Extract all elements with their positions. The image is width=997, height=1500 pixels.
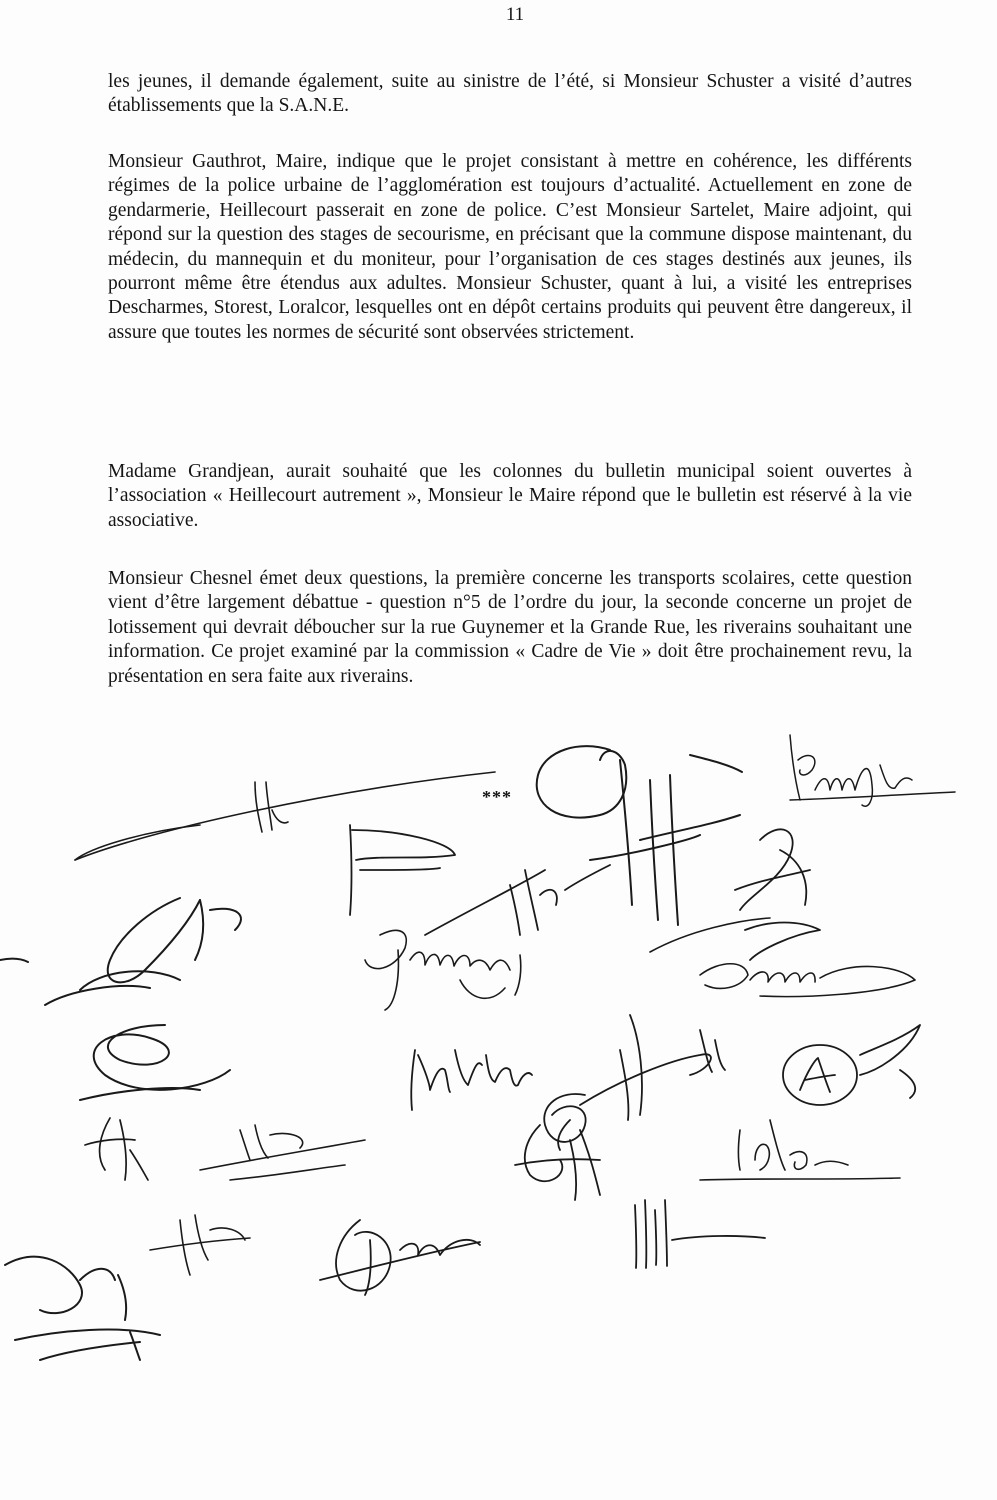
signature [85,1118,148,1180]
signature [350,825,455,915]
signature [735,829,820,960]
paragraph-2: Monsieur Gauthrot, Maire, indique que le projet consistant à mettre en cohérence, les différents régimes de la police urbaine de l’agglomération est toujours d’actualité. Actuellement en zone de gendarmerie, Heillecourt passerait en zone de police. C’est Monsieur Sartelet, Maire adjoint, qui répond sur la question des stages de secourisme, en précisant que la commune dispose maintenant, du médecin, du mannequin et du moniteur, pour l’organisation de ces stages destinés aux jeunes, ils pourront même être étendus aux adultes. Monsieur Schuster, quant à lui, a visité les entreprises Descharmes, Storest, Loralcor, lesquelles ont en dépôt certains produits qui peuvent être dangereux, il assure que toutes les normes de sécurité sont observées strictement. [108,151,912,343]
paragraph-4: Monsieur Chesnel émet deux questions, la première concerne les transports scolaires, cette question vient d’être largement débattue - question n°5 de l’ordre du jour, la seconde concerne un projet de lotissement qui devrait déboucher sur la rue Guynemer et la Grande Rue, les riverains souhaitant une information. Ce projet examiné par la commission « Cadre de Vie » doit être prochainement revu, la présentation en sera faite aux riverains. [108,568,912,687]
signature [0,898,241,1005]
signature [80,1025,230,1100]
signature [320,1220,480,1295]
signature [5,1257,160,1360]
paragraph-3: Madame Grandjean, aurait souhaité que les colonnes du bulletin municipal soient ouvertes à l’association « Heillecourt autrement », Monsieur le Maire répond que le bulletin est réservé à la vie associative. [108,461,912,531]
signature [537,746,742,925]
signature [515,1094,600,1200]
signature [425,865,610,935]
signature [700,1120,900,1180]
separator: *** [482,787,512,807]
paragraph-1: les jeunes, il demande également, suite au sinistre de l’été, si Monsieur Schuster a visité d’autres établissements que la S.A.N.E. [108,71,912,117]
signature [75,772,495,860]
signatures-area [0,720,997,1500]
signature [635,1200,765,1268]
signature [200,1125,365,1180]
signature [783,1025,920,1105]
signature [365,930,521,1010]
signature [411,1050,532,1110]
page-number: 11 [505,4,525,25]
signature [790,735,955,806]
signature [150,1215,250,1275]
signature [650,918,915,997]
